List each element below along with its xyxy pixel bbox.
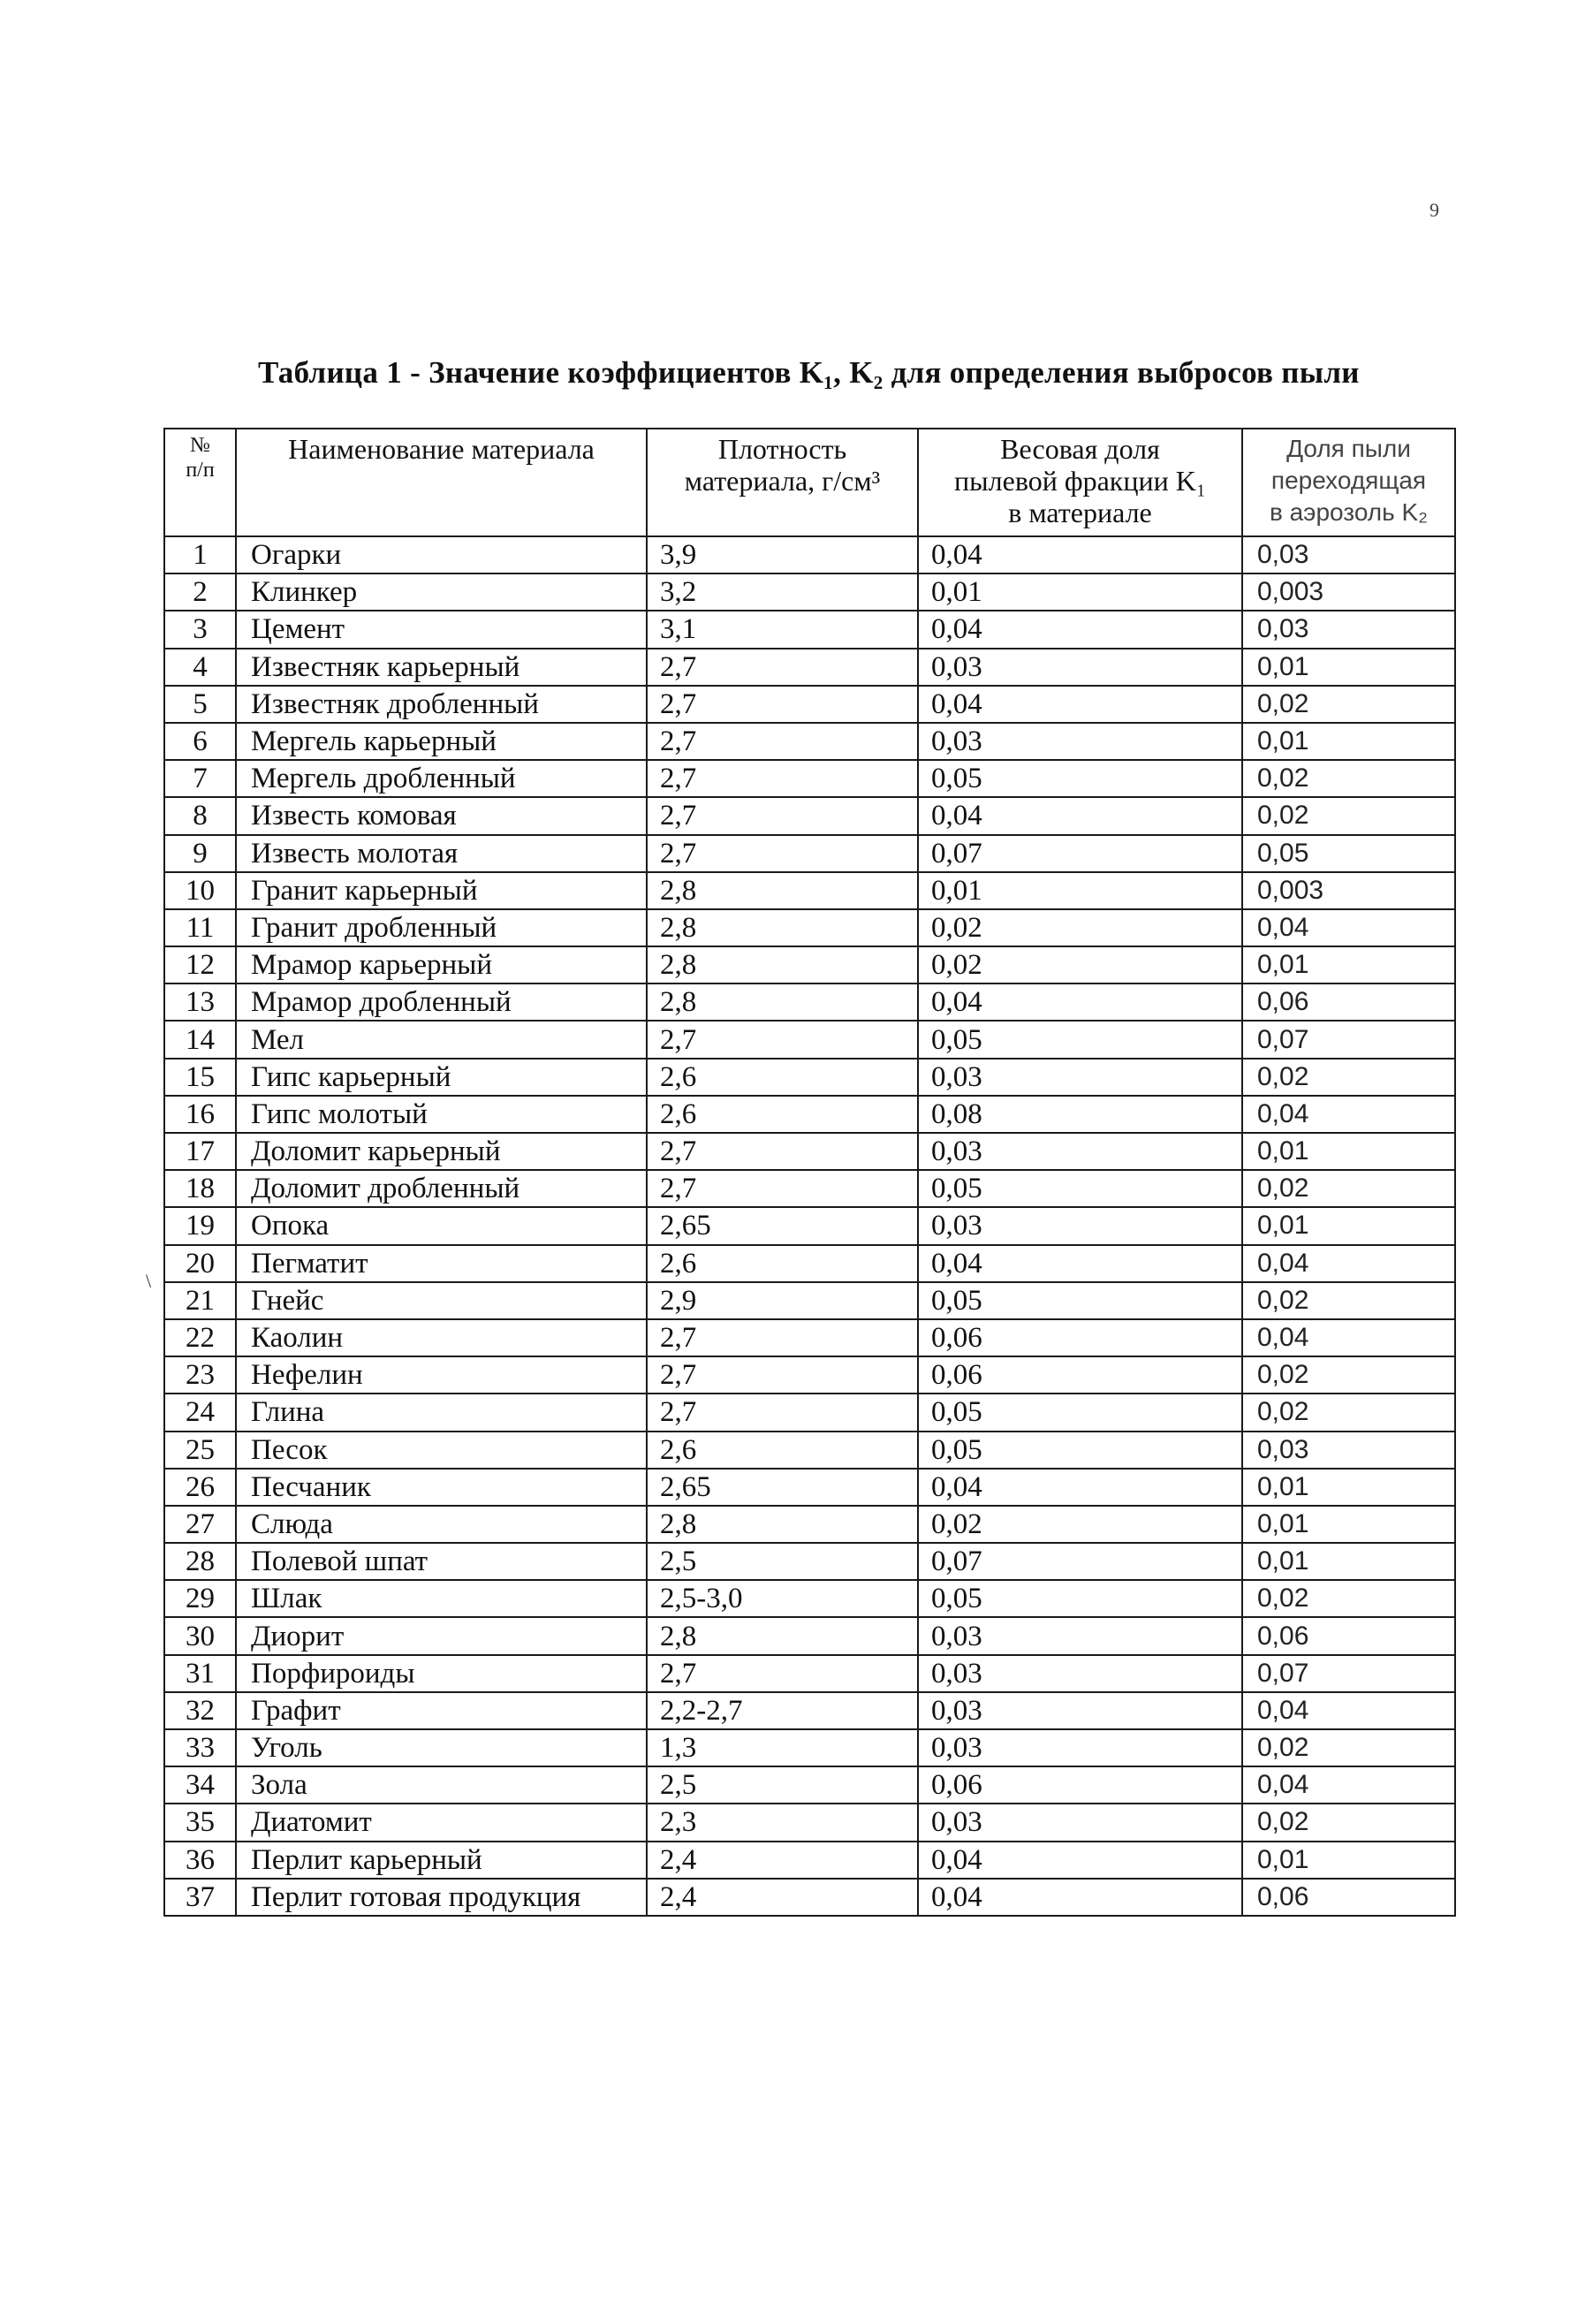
cell-k1: 0,06 [918, 1356, 1242, 1394]
table-row [164, 760, 1455, 797]
cell-material-name: Графит [236, 1692, 647, 1729]
cell-density: 2,2-2,7 [647, 1692, 918, 1729]
cell-k2: 0,01 [1242, 1543, 1455, 1580]
cell-density: 2,8 [647, 1617, 918, 1654]
cell-material-name: Уголь [236, 1729, 647, 1766]
cell-k1: 0,05 [918, 1170, 1242, 1207]
cell-density: 2,9 [647, 1282, 918, 1319]
table-row [164, 649, 1455, 686]
cell-k1: 0,02 [918, 946, 1242, 984]
cell-k1: 0,05 [918, 1021, 1242, 1058]
cell-k2: 0,01 [1242, 723, 1455, 760]
cell-k2: 0,03 [1242, 1432, 1455, 1469]
table-row [164, 536, 1455, 573]
table-row [164, 1506, 1455, 1543]
cell-k2: 0,03 [1242, 536, 1455, 573]
cell-k1: 0,03 [918, 1655, 1242, 1692]
cell-density: 2,7 [647, 1133, 918, 1170]
cell-k1: 0,02 [918, 909, 1242, 946]
cell-number: 23 [164, 1356, 236, 1394]
header-k2-line1: Доля пыли [1286, 435, 1411, 462]
cell-k1: 0,05 [918, 1432, 1242, 1469]
cell-number: 37 [164, 1879, 236, 1916]
table-title: Таблица 1 - Значение коэффициентов K₁, K₂ для определения выбросов пыли [258, 355, 1360, 390]
table-row [164, 1617, 1455, 1654]
cell-k2: 0,02 [1242, 686, 1455, 723]
cell-k1: 0,04 [918, 1469, 1242, 1506]
table-row [164, 1804, 1455, 1841]
cell-number: 5 [164, 686, 236, 723]
cell-number: 33 [164, 1729, 236, 1766]
cell-k1: 0,05 [918, 760, 1242, 797]
table-row [164, 1543, 1455, 1580]
table-row [164, 611, 1455, 648]
cell-k2: 0,03 [1242, 611, 1455, 648]
cell-k1: 0,04 [918, 536, 1242, 573]
table-row [164, 909, 1455, 946]
cell-density: 2,8 [647, 872, 918, 909]
cell-number: 36 [164, 1842, 236, 1879]
cell-k2: 0,01 [1242, 946, 1455, 984]
header-number-line1: № [190, 434, 210, 457]
cell-density: 3,1 [647, 611, 918, 648]
cell-k2: 0,01 [1242, 1469, 1455, 1506]
cell-density: 2,5 [647, 1543, 918, 1580]
table-row [164, 946, 1455, 984]
table-row [164, 1021, 1455, 1058]
cell-number: 10 [164, 872, 236, 909]
cell-density: 2,65 [647, 1207, 918, 1244]
cell-density: 2,3 [647, 1804, 918, 1841]
cell-density: 2,6 [647, 1245, 918, 1282]
cell-k2: 0,02 [1242, 1729, 1455, 1766]
table-row [164, 1319, 1455, 1356]
cell-material-name: Известь комовая [236, 797, 647, 834]
table-row [164, 723, 1455, 760]
cell-density: 2,7 [647, 649, 918, 686]
header-number [164, 429, 236, 536]
cell-density: 2,5-3,0 [647, 1580, 918, 1617]
cell-density: 2,7 [647, 1356, 918, 1394]
cell-density: 2,8 [647, 946, 918, 984]
cell-material-name: Мергель карьерный [236, 723, 647, 760]
cell-k2: 0,01 [1242, 1133, 1455, 1170]
cell-k2: 0,04 [1242, 1096, 1455, 1133]
cell-density: 2,7 [647, 1319, 918, 1356]
cell-material-name: Гранит дробленный [236, 909, 647, 946]
table-row [164, 1879, 1455, 1916]
cell-number: 26 [164, 1469, 236, 1506]
margin-mark: \ [146, 1270, 152, 1292]
cell-number: 3 [164, 611, 236, 648]
cell-number: 20 [164, 1245, 236, 1282]
cell-density: 2,6 [647, 1096, 918, 1133]
cell-number: 32 [164, 1692, 236, 1729]
cell-material-name: Гранит карьерный [236, 872, 647, 909]
table-row [164, 1133, 1455, 1170]
cell-k2: 0,01 [1242, 1506, 1455, 1543]
cell-k1: 0,03 [918, 1059, 1242, 1096]
table-row [164, 1356, 1455, 1394]
header-number-line2: п/п [186, 459, 215, 482]
table-row [164, 1059, 1455, 1096]
table-row [164, 686, 1455, 723]
table-body [164, 536, 1455, 1916]
header-k1-line2: пылевой фракции K₁ [954, 465, 1206, 497]
cell-material-name: Диатомит [236, 1804, 647, 1841]
table-row [164, 1729, 1455, 1766]
cell-k1: 0,08 [918, 1096, 1242, 1133]
cell-k2: 0,02 [1242, 1170, 1455, 1207]
cell-k2: 0,02 [1242, 1059, 1455, 1096]
table-row [164, 1282, 1455, 1319]
table-row [164, 1207, 1455, 1244]
cell-density: 3,2 [647, 573, 918, 611]
cell-number: 27 [164, 1506, 236, 1543]
cell-number: 8 [164, 797, 236, 834]
cell-material-name: Известь молотая [236, 835, 647, 872]
cell-material-name: Перлит карьерный [236, 1842, 647, 1879]
cell-number: 7 [164, 760, 236, 797]
cell-k2: 0,06 [1242, 1879, 1455, 1916]
cell-k2: 0,01 [1242, 649, 1455, 686]
cell-density: 2,7 [647, 797, 918, 834]
cell-k1: 0,04 [918, 686, 1242, 723]
cell-k2: 0,04 [1242, 1766, 1455, 1804]
page-number: 9 [1430, 199, 1439, 221]
cell-density: 2,7 [647, 835, 918, 872]
cell-density: 2,5 [647, 1766, 918, 1804]
cell-number: 4 [164, 649, 236, 686]
cell-number: 19 [164, 1207, 236, 1244]
cell-material-name: Гипс молотый [236, 1096, 647, 1133]
cell-number: 2 [164, 573, 236, 611]
table-row [164, 872, 1455, 909]
cell-material-name: Порфироиды [236, 1655, 647, 1692]
cell-material-name: Огарки [236, 536, 647, 573]
cell-number: 16 [164, 1096, 236, 1133]
cell-number: 30 [164, 1617, 236, 1654]
cell-k2: 0,05 [1242, 835, 1455, 872]
table-row [164, 1432, 1455, 1469]
cell-k2: 0,003 [1242, 573, 1455, 611]
table-row [164, 573, 1455, 611]
cell-k1: 0,02 [918, 1506, 1242, 1543]
header-k2 [1242, 429, 1455, 536]
header-k2-line2: переходящая [1270, 467, 1427, 494]
cell-k2: 0,02 [1242, 797, 1455, 834]
header-k1-line3: в материале [1008, 497, 1152, 528]
cell-k2: 0,07 [1242, 1021, 1455, 1058]
cell-material-name: Полевой шпат [236, 1543, 647, 1580]
cell-number: 17 [164, 1133, 236, 1170]
cell-number: 11 [164, 909, 236, 946]
cell-k2: 0,02 [1242, 1580, 1455, 1617]
cell-material-name: Шлак [236, 1580, 647, 1617]
cell-density: 2,4 [647, 1842, 918, 1879]
cell-number: 28 [164, 1543, 236, 1580]
cell-material-name: Мел [236, 1021, 647, 1058]
cell-material-name: Зола [236, 1766, 647, 1804]
cell-k2: 0,02 [1242, 1804, 1455, 1841]
cell-k1: 0,03 [918, 1804, 1242, 1841]
cell-material-name: Известняк дробленный [236, 686, 647, 723]
cell-k2: 0,01 [1242, 1207, 1455, 1244]
cell-material-name: Гипс карьерный [236, 1059, 647, 1096]
cell-k1: 0,05 [918, 1394, 1242, 1431]
table-row [164, 1469, 1455, 1506]
cell-k1: 0,03 [918, 723, 1242, 760]
cell-material-name: Нефелин [236, 1356, 647, 1394]
cell-density: 1,3 [647, 1729, 918, 1766]
cell-density: 2,7 [647, 1394, 918, 1431]
cell-k1: 0,06 [918, 1319, 1242, 1356]
cell-material-name: Перлит готовая продукция [236, 1879, 647, 1916]
cell-material-name: Диорит [236, 1617, 647, 1654]
cell-density: 2,6 [647, 1432, 918, 1469]
cell-material-name: Мрамор дробленный [236, 984, 647, 1021]
cell-material-name: Глина [236, 1394, 647, 1431]
cell-k1: 0,03 [918, 1133, 1242, 1170]
cell-k1: 0,03 [918, 1692, 1242, 1729]
cell-density: 3,9 [647, 536, 918, 573]
cell-k1: 0,04 [918, 1842, 1242, 1879]
table-row [164, 835, 1455, 872]
cell-number: 6 [164, 723, 236, 760]
cell-number: 12 [164, 946, 236, 984]
cell-number: 9 [164, 835, 236, 872]
cell-material-name: Каолин [236, 1319, 647, 1356]
cell-k1: 0,03 [918, 1617, 1242, 1654]
cell-k2: 0,02 [1242, 1394, 1455, 1431]
table-header-row [164, 429, 1455, 536]
cell-k1: 0,05 [918, 1282, 1242, 1319]
cell-k1: 0,04 [918, 611, 1242, 648]
cell-k1: 0,01 [918, 872, 1242, 909]
cell-k1: 0,04 [918, 1879, 1242, 1916]
cell-material-name: Доломит карьерный [236, 1133, 647, 1170]
cell-k2: 0,04 [1242, 1692, 1455, 1729]
cell-number: 35 [164, 1804, 236, 1841]
cell-material-name: Песок [236, 1432, 647, 1469]
cell-material-name: Опока [236, 1207, 647, 1244]
cell-k2: 0,003 [1242, 872, 1455, 909]
cell-material-name: Доломит дробленный [236, 1170, 647, 1207]
cell-number: 25 [164, 1432, 236, 1469]
table-row [164, 1842, 1455, 1879]
cell-k2: 0,04 [1242, 909, 1455, 946]
table-row [164, 1394, 1455, 1431]
cell-number: 1 [164, 536, 236, 573]
table-row [164, 1692, 1455, 1729]
cell-number: 29 [164, 1580, 236, 1617]
header-k1-line1: Весовая доля [1000, 433, 1160, 465]
cell-k2: 0,04 [1242, 1319, 1455, 1356]
table-row [164, 797, 1455, 834]
cell-number: 13 [164, 984, 236, 1021]
cell-material-name: Мрамор карьерный [236, 946, 647, 984]
coefficients-table [163, 428, 1456, 1917]
cell-k1: 0,07 [918, 835, 1242, 872]
cell-k1: 0,06 [918, 1766, 1242, 1804]
table-row [164, 984, 1455, 1021]
cell-density: 2,7 [647, 1170, 918, 1207]
cell-density: 2,8 [647, 984, 918, 1021]
table-row [164, 1766, 1455, 1804]
cell-material-name: Слюда [236, 1506, 647, 1543]
cell-number: 14 [164, 1021, 236, 1058]
cell-density: 2,4 [647, 1879, 918, 1916]
cell-k2: 0,02 [1242, 1356, 1455, 1394]
header-k1 [918, 429, 1242, 536]
cell-k2: 0,07 [1242, 1655, 1455, 1692]
cell-density: 2,7 [647, 760, 918, 797]
header-density-line1: Плотность [717, 433, 847, 465]
cell-material-name: Гнейс [236, 1282, 647, 1319]
cell-k1: 0,05 [918, 1580, 1242, 1617]
cell-k1: 0,04 [918, 797, 1242, 834]
cell-material-name: Клинкер [236, 573, 647, 611]
cell-k1: 0,03 [918, 1207, 1242, 1244]
cell-number: 24 [164, 1394, 236, 1431]
cell-density: 2,7 [647, 1655, 918, 1692]
cell-k1: 0,03 [918, 1729, 1242, 1766]
cell-k1: 0,01 [918, 573, 1242, 611]
table-row [164, 1245, 1455, 1282]
cell-k2: 0,06 [1242, 984, 1455, 1021]
cell-material-name: Песчаник [236, 1469, 647, 1506]
cell-k2: 0,04 [1242, 1245, 1455, 1282]
cell-k1: 0,03 [918, 649, 1242, 686]
cell-k2: 0,06 [1242, 1617, 1455, 1654]
cell-number: 21 [164, 1282, 236, 1319]
cell-k2: 0,02 [1242, 1282, 1455, 1319]
cell-k1: 0,07 [918, 1543, 1242, 1580]
cell-material-name: Известняк карьерный [236, 649, 647, 686]
cell-density: 2,7 [647, 686, 918, 723]
cell-number: 22 [164, 1319, 236, 1356]
cell-material-name: Цемент [236, 611, 647, 648]
table-row [164, 1170, 1455, 1207]
header-material-name: Наименование материала [236, 429, 647, 536]
cell-density: 2,6 [647, 1059, 918, 1096]
table-row [164, 1655, 1455, 1692]
header-k2-line3: в аэрозоль K₂ [1269, 498, 1429, 526]
header-density-line2: материала, г/см³ [684, 465, 881, 497]
cell-density: 2,65 [647, 1469, 918, 1506]
cell-density: 2,8 [647, 909, 918, 946]
table-row [164, 1580, 1455, 1617]
cell-k2: 0,01 [1242, 1842, 1455, 1879]
cell-material-name: Пегматит [236, 1245, 647, 1282]
header-density [647, 429, 918, 536]
cell-number: 31 [164, 1655, 236, 1692]
cell-density: 2,8 [647, 1506, 918, 1543]
cell-number: 15 [164, 1059, 236, 1096]
cell-density: 2,7 [647, 1021, 918, 1058]
cell-k1: 0,04 [918, 1245, 1242, 1282]
cell-k1: 0,04 [918, 984, 1242, 1021]
cell-number: 34 [164, 1766, 236, 1804]
cell-density: 2,7 [647, 723, 918, 760]
table-row [164, 1096, 1455, 1133]
cell-number: 18 [164, 1170, 236, 1207]
cell-material-name: Мергель дробленный [236, 760, 647, 797]
cell-k2: 0,02 [1242, 760, 1455, 797]
